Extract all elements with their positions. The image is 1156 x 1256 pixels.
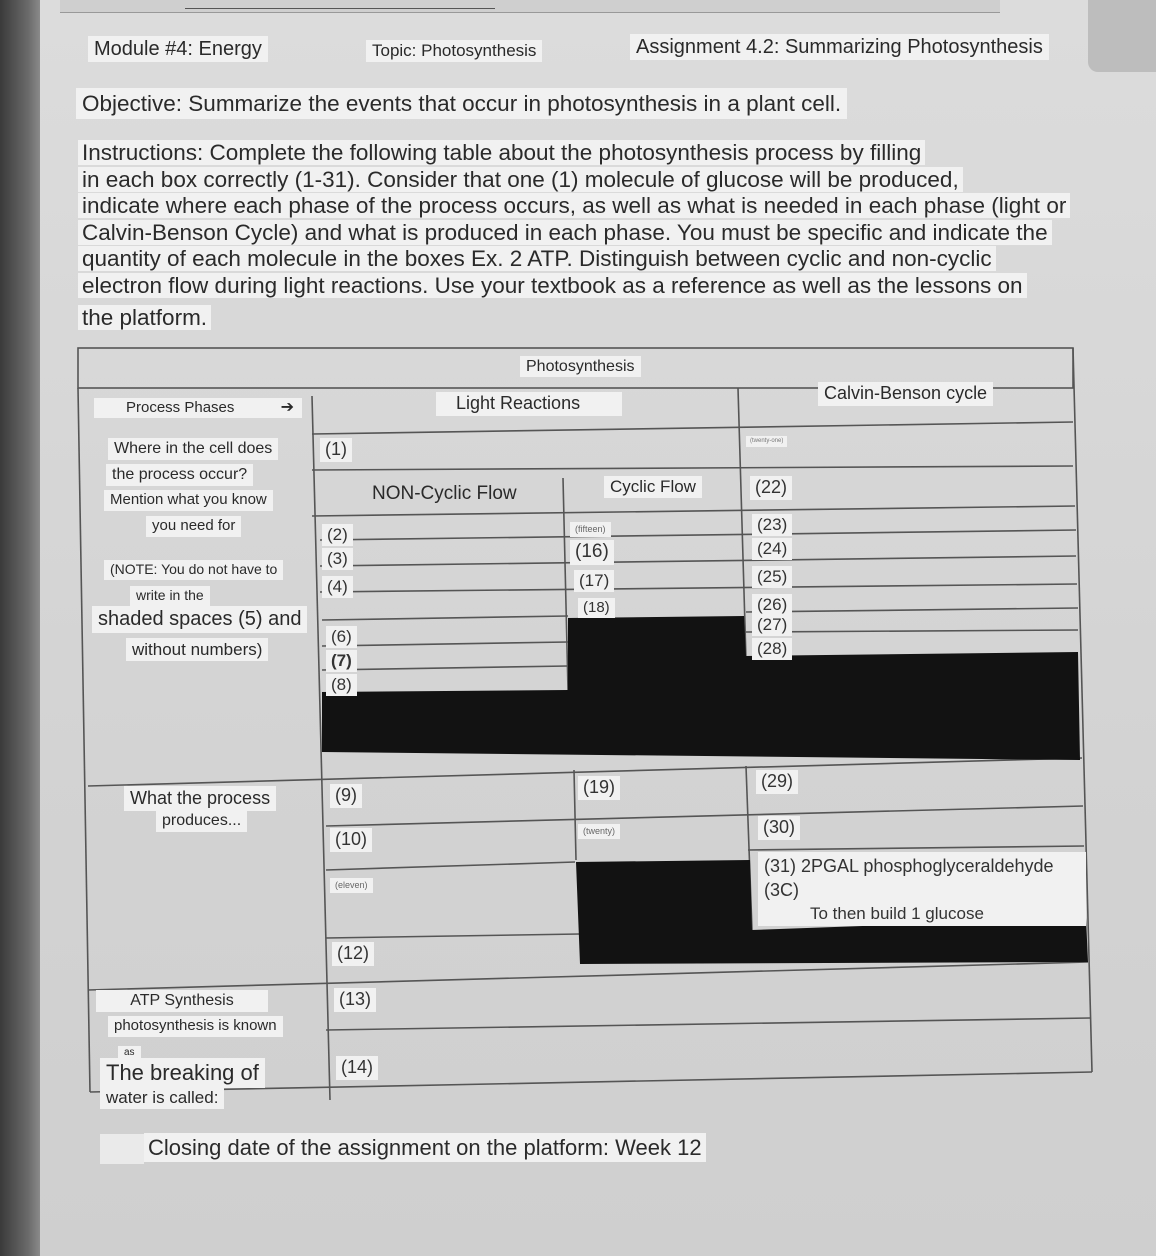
module-label: Module #4: Energy	[88, 36, 268, 62]
cell-number: (23)	[752, 514, 792, 536]
cell-number: (9)	[330, 784, 362, 808]
row-label-where: Where in the cell does	[108, 438, 278, 460]
cell-31-line: (3C)	[764, 880, 799, 900]
instructions-line: electron flow during light reactions. Use your textbook as a reference as well as the lessons on	[78, 273, 1027, 298]
cell-number: (24)	[752, 538, 792, 560]
row-label-note: write in the	[130, 586, 210, 606]
cell-number: (1)	[320, 438, 352, 462]
row-label-produces: What the process	[124, 786, 276, 811]
instructions-line: Instructions: Complete the following table about the photosynthesis process by filling	[78, 140, 925, 165]
row-label-note: without numbers)	[126, 638, 268, 661]
row-label-atp-synthesis: photosynthesis is known	[108, 1016, 283, 1037]
closing-date-text: Closing date of the assignment on the platform: Week 12	[144, 1133, 706, 1162]
arrow-right-icon: ➔	[280, 399, 294, 416]
instructions-line: in each box correctly (1-31). Consider that one (1) molecule of glucose will be produced,	[78, 167, 963, 192]
cell-number: (28)	[752, 638, 792, 660]
process-phases-header	[94, 398, 302, 418]
cell-number: (30)	[758, 816, 800, 840]
cell-number: (7)	[326, 650, 357, 672]
cell-number: (2)	[322, 524, 353, 546]
cell-number: (18)	[578, 598, 615, 618]
cell-number: (26)	[752, 594, 792, 616]
row-label-atp-synthesis: as	[118, 1046, 141, 1061]
cell-number: (29)	[756, 770, 798, 794]
light-reactions-header: Light Reactions	[436, 392, 622, 416]
cell-number: (twenty-one)	[746, 436, 787, 447]
cell-number: (3)	[322, 548, 353, 570]
cell-number: (27)	[752, 614, 792, 636]
cell-number: (eleven)	[330, 878, 373, 893]
cell-number: (14)	[336, 1056, 378, 1080]
row-label-note: (NOTE: You do not have to	[104, 560, 283, 580]
cell-number: (12)	[332, 942, 374, 966]
row-label-needs: you need for	[146, 516, 241, 537]
process-phases-label: Process Phases	[126, 399, 235, 416]
instructions-line: indicate where each phase of the process occurs, as well as what is needed in each phase (light or	[78, 193, 1070, 218]
row-label-produces: produces...	[156, 810, 247, 832]
cell-31-answer	[758, 852, 1086, 926]
instructions-line: Calvin-Benson Cycle) and what is produced in each phase. You must be specific and indicate the	[78, 220, 1052, 245]
cell-number: (10)	[330, 828, 372, 852]
row-label-water: water is called:	[100, 1086, 224, 1109]
cell-number: (25)	[752, 566, 792, 588]
non-cyclic-flow-header: NON-Cyclic Flow	[372, 483, 517, 504]
objective: Objective: Summarize the events that occur in photosynthesis in a plant cell.	[76, 88, 847, 119]
cell-31-line: To then build 1 glucose	[810, 904, 984, 923]
row-label-note: shaded spaces (5) and	[92, 606, 307, 633]
cell-31-line: (31) 2PGAL phosphoglyceraldehyde	[764, 856, 1054, 876]
topic-label: Topic: Photosynthesis	[366, 40, 542, 62]
instructions-line: the platform.	[78, 305, 211, 330]
cyclic-flow-header: Cyclic Flow	[604, 476, 702, 498]
cell-number: (8)	[326, 674, 357, 696]
row-label-where: the process occur?	[106, 464, 253, 486]
cell-number: (22)	[750, 476, 792, 500]
instructions-line: quantity of each molecule in the boxes Ex. 2 ATP. Distinguish between cyclic and non-cyclic	[78, 246, 996, 271]
cell-number: (twenty)	[578, 824, 620, 839]
closing-date	[100, 1134, 706, 1164]
table-title: Photosynthesis	[520, 356, 641, 377]
cell-number: (fifteen)	[570, 522, 611, 537]
cell-number: (6)	[326, 626, 357, 648]
row-label-atp-synthesis: ATP Synthesis	[96, 990, 268, 1012]
calvin-benson-header: Calvin-Benson cycle	[818, 382, 993, 406]
cell-number: (17)	[574, 570, 614, 592]
assignment-label: Assignment 4.2: Summarizing Photosynthesis	[630, 34, 1049, 60]
cell-number: (4)	[322, 576, 353, 598]
cell-number: (16)	[570, 540, 614, 565]
cell-number: (13)	[334, 988, 376, 1012]
row-label-water: The breaking of	[100, 1058, 265, 1088]
row-label-needs: Mention what you know	[104, 490, 273, 511]
cell-number: (19)	[578, 776, 620, 800]
